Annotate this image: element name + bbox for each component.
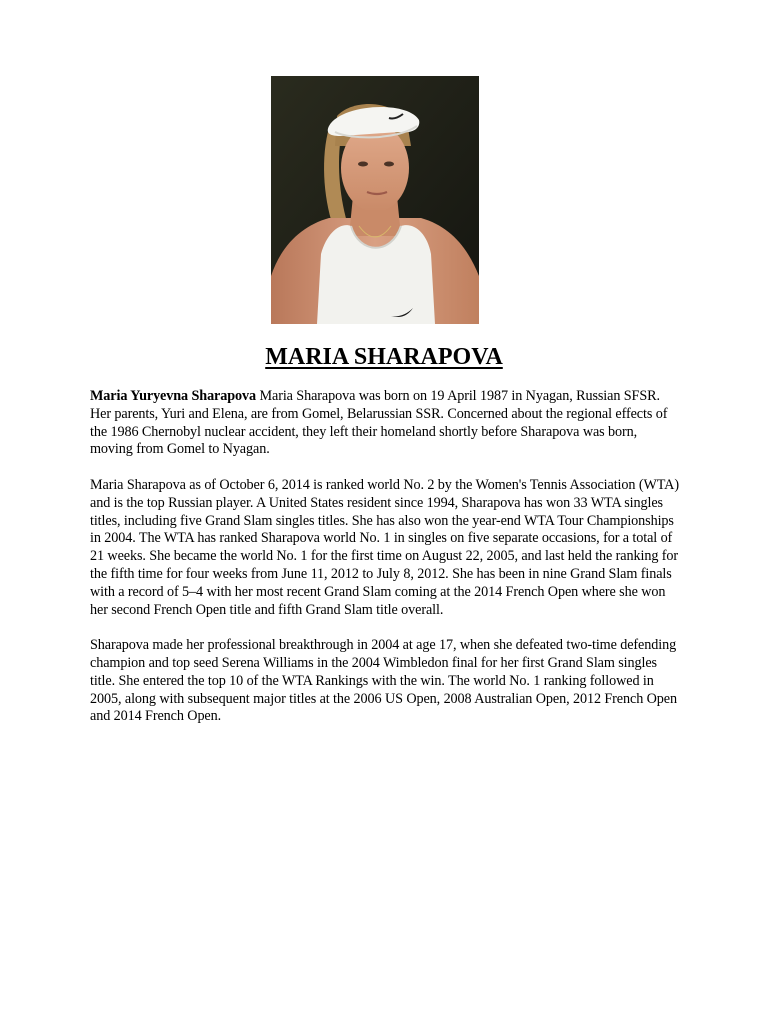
paragraph-2: Maria Sharapova as of October 6, 2014 is ranked world No. 2 by the Women's Tennis Association (WTA) and is the top Russian player. A United States resident since 1994, Sharapova has won 33 WTA singles titles, including five Grand Slam singles titles. She has also won the year-end WTA Tour Championships in 2004. The WTA has ranked Sharapova world No. 1 in singles on five separate occasions, for a total of 21 weeks. She became the world No. 1 for the first time on August 22, 2005, and last held the ranking for the fifth time for four weeks from June 11, 2012 to July 8, 2012. She has been in nine Grand Slam finals with a record of 5–4 with her most recent Grand Slam coming at the 2014 French Open where she won her second French Open title and fifth Grand Slam title overall. — [90, 476, 679, 618]
paragraph-1-text: Maria Sharapova was born on 19 April 1987 in Nyagan, Russian SFSR. Her parents, Yuri and Elena, are from Gomel, Belarussian SSR. Concerned about the regional effects of the 1986 Chernobyl nuclear accident, they left their homeland shortly before Sharapova was born, moving from Gomel to Nyagan. — [90, 388, 668, 458]
portrait-photo — [271, 76, 479, 324]
paragraph-3: Sharapova made her professional breakthrough in 2004 at age 17, when she defeated two-time defending champion and top seed Serena Williams in the 2004 Wimbledon final for her first Grand Slam singles title. She entered the top 10 of the WTA Rankings with the win. The world No. 1 ranking followed in 2005, along with subsequent major titles at the 2006 US Open, 2008 Australian Open, 2012 French Open and 2014 French Open. — [90, 637, 677, 725]
page-title: MARIA SHARAPOVA — [265, 344, 503, 370]
paragraph-1 — [90, 388, 682, 459]
article-body — [90, 388, 682, 744]
lead-name: Maria Yuryevna Sharapova — [90, 388, 257, 404]
